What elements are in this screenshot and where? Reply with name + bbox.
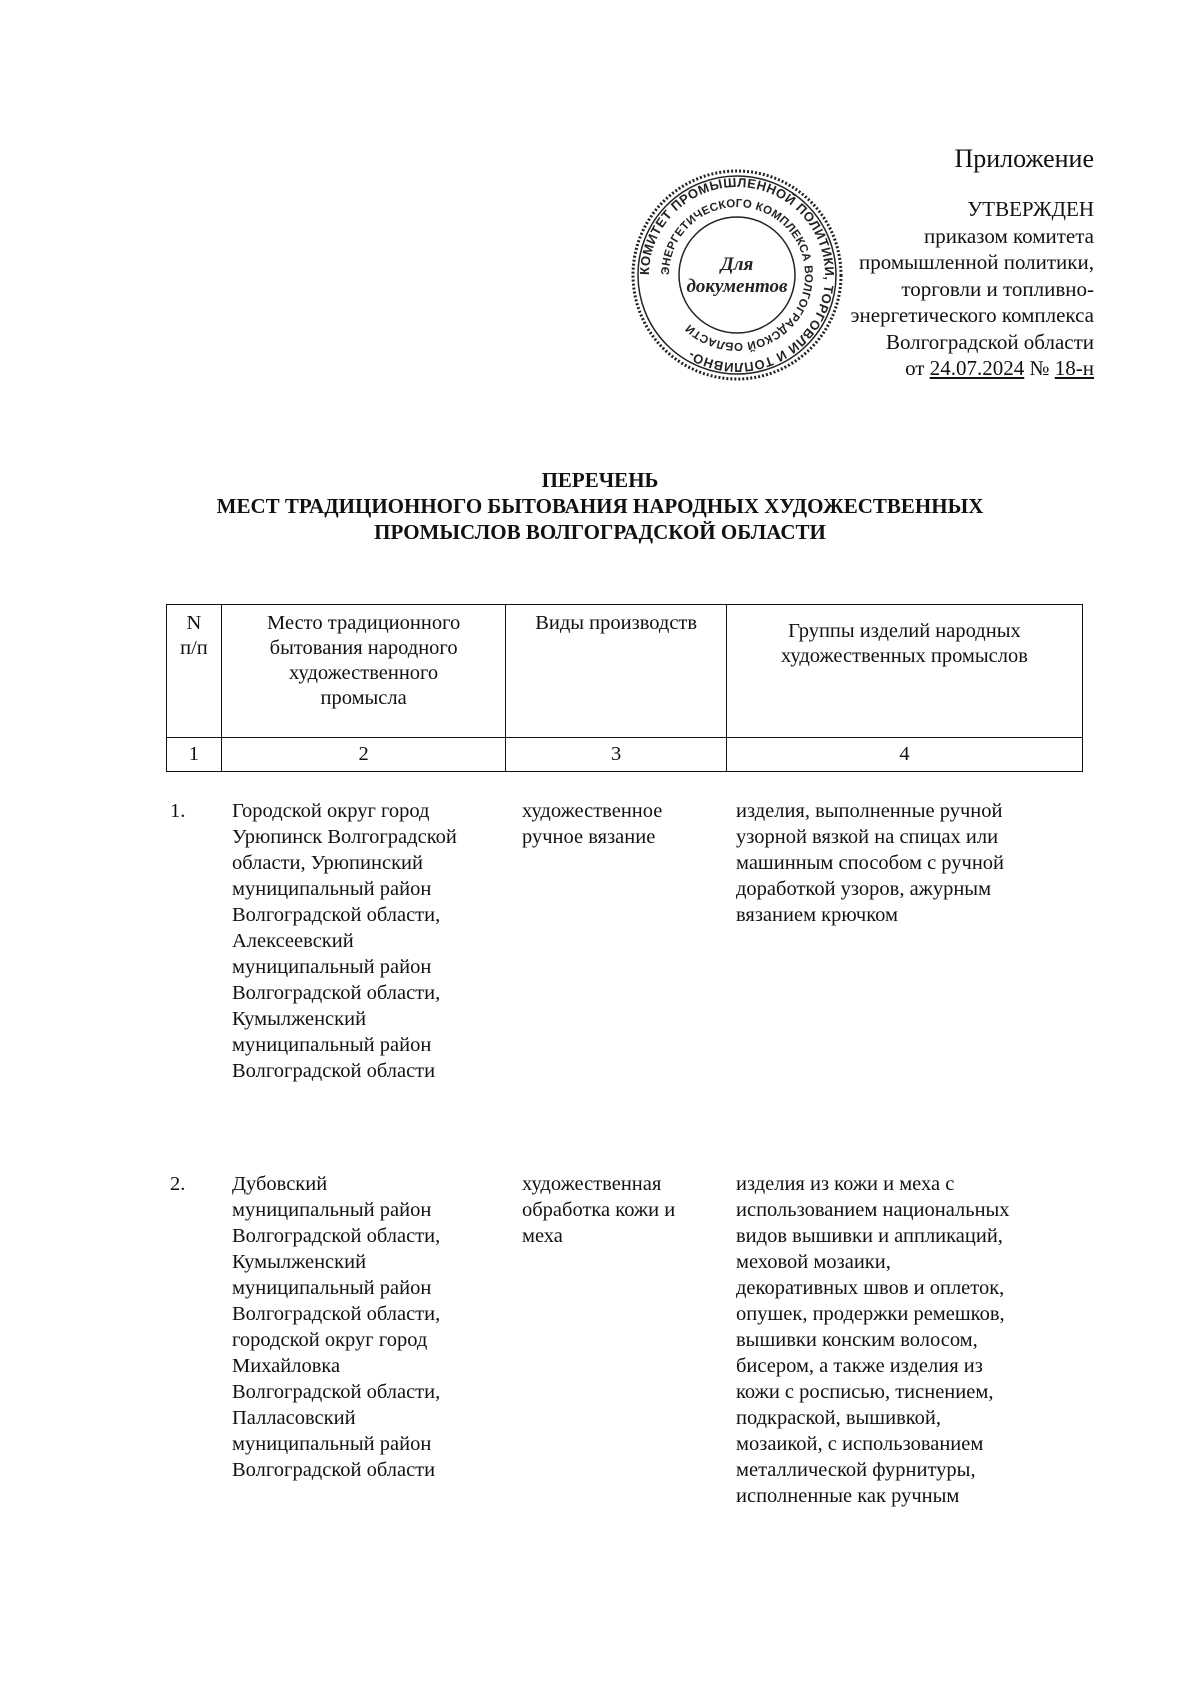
header-text: N [186,612,202,634]
seal-center-line2: документов [686,276,788,297]
text-line: подкраской, вышивкой, [736,1407,942,1429]
text-line: исполненные как ручным [736,1485,960,1507]
table-header [166,604,1083,772]
text-line: Урюпинск Волгоградской [232,826,457,848]
text-line: видов вышивки и аппликаций, [736,1225,1003,1247]
header-text: Место традиционного [267,612,461,634]
text-line: опушек, продержки ремешков, [736,1303,1005,1325]
approval-line: энергетического комплекса [850,303,1094,327]
header-text: Группы изделий народных [788,620,1021,642]
text-line: ручное вязание [522,826,656,848]
header-row [167,605,1083,738]
text-line: Палласовский [232,1407,356,1429]
column-number: 1 [167,738,222,772]
title-line: ПЕРЕЧЕНЬ [541,468,659,492]
text-line: узорной вязкой на спицах или [736,826,999,848]
text-line: Волгоградской области, [232,904,441,926]
text-line: бисером, а также изделия из [736,1355,983,1377]
text-line: муниципальный район [232,956,432,978]
appendix-label: Приложение [954,144,1094,173]
column-number: 2 [221,738,506,772]
header-cell-product-groups [726,605,1082,738]
text-line: Волгоградской области, [232,1303,441,1325]
approval-line: УТВЕРЖДЕН [967,197,1094,221]
header-text: художественных промыслов [780,645,1028,667]
text-line: Волгоградской области [232,1060,436,1082]
seal-graphic [628,166,846,384]
text-line: кожи с росписью, тиснением, [736,1381,994,1403]
text-line: декоративных швов и оплеток, [736,1277,1005,1299]
column-number: 3 [506,738,727,772]
approval-line: приказом комитета [923,223,1094,248]
text-line: Михайловка [232,1355,341,1377]
order-line [851,355,1095,382]
title-line: ПРОМЫСЛОВ ВОЛГОГРАДСКОЙ ОБЛАСТИ [374,520,826,544]
seal-outer-text: КОМИТЕТ ПРОМЫШЛЕННОЙ ПОЛИТИКИ, ТОРГОВЛИ И ТОПЛИВНО- [636,174,838,376]
title-line: МЕСТ ТРАДИЦИОННОГО БЫТОВАНИЯ НАРОДНЫХ ХУДОЖЕСТВЕННЫХ [216,494,984,518]
text-line: Дубовский [232,1173,328,1195]
text-line: обработка кожи и [522,1199,676,1221]
column-number-row [167,738,1083,772]
row-number: 2. [170,1173,186,1195]
text-line: муниципальный район [232,1433,432,1455]
approval-line: торговли и топливно- [901,276,1094,301]
row-product-groups [736,798,1080,928]
text-line: металлической фурнитуры, [736,1459,976,1481]
header-cell-place [221,605,506,738]
text-line: изделия из кожи и меха с [736,1173,955,1195]
seal-inner-text: ЭНЕРГЕТИЧЕСКОГО КОМПЛЕКСА ВОЛГОГРАДСКОЙ ОБЛАСТИ [659,197,815,353]
text-line: муниципальный район [232,1277,432,1299]
text-line: муниципальный район [232,1034,432,1056]
header-text: бытования народного [269,637,458,659]
order-number-label: № [1024,356,1055,380]
text-line: вышивки конским волосом, [736,1329,978,1351]
text-line: Волгоградской области [232,1459,436,1481]
row-production-type [522,798,722,850]
official-seal-stamp [628,166,846,384]
text-line: муниципальный район [232,1199,432,1221]
text-line: изделия, выполненные ручной [736,800,1003,822]
seal-center-line1: Для [720,254,754,275]
text-line: Волгоградской области, [232,1381,441,1403]
approval-line: промышленной политики, [859,250,1094,274]
text-line: художественная [522,1173,662,1195]
text-line: области, Урюпинский [232,852,423,874]
order-number: 18-н [1054,356,1094,380]
text-line: меховой мозаики, [736,1251,891,1273]
order-date: 24.07.2024 [929,356,1025,380]
text-line: доработкой узоров, ажурным [736,878,992,900]
document-title [0,467,1200,545]
text-line: Кумылженский [232,1251,367,1273]
text-line: Волгоградской области, [232,982,441,1004]
text-line: Волгоградской области, [232,1225,441,1247]
text-line: меха [522,1225,563,1247]
text-line: вязанием крючком [736,904,898,926]
approval-line: Волгоградской области [885,329,1094,354]
row-place [232,1171,514,1483]
text-line: использованием национальных [736,1199,1010,1221]
header-text: промысла [320,687,407,709]
row-number: 1. [170,800,186,822]
order-prefix: от [905,356,930,380]
header-cell-number [167,605,222,738]
header-text: п/п [180,637,208,659]
approval-block [851,196,1095,382]
text-line: Кумылженский [232,1008,367,1030]
header-text: художественного [289,662,439,684]
header-text: Виды производств [535,612,698,634]
text-line: машинным способом с ручной [736,852,1005,874]
text-line: муниципальный район [232,878,432,900]
text-line: художественное [522,800,663,822]
text-line: городской округ город [232,1329,428,1351]
header-cell-production-type [506,605,727,738]
row-production-type [522,1171,722,1249]
column-number: 4 [726,738,1082,772]
text-line: Алексеевский [232,930,354,952]
row-place [232,798,514,1084]
text-line: Городской округ город [232,800,430,822]
text-line: мозаикой, с использованием [736,1433,984,1455]
row-product-groups [736,1171,1080,1509]
